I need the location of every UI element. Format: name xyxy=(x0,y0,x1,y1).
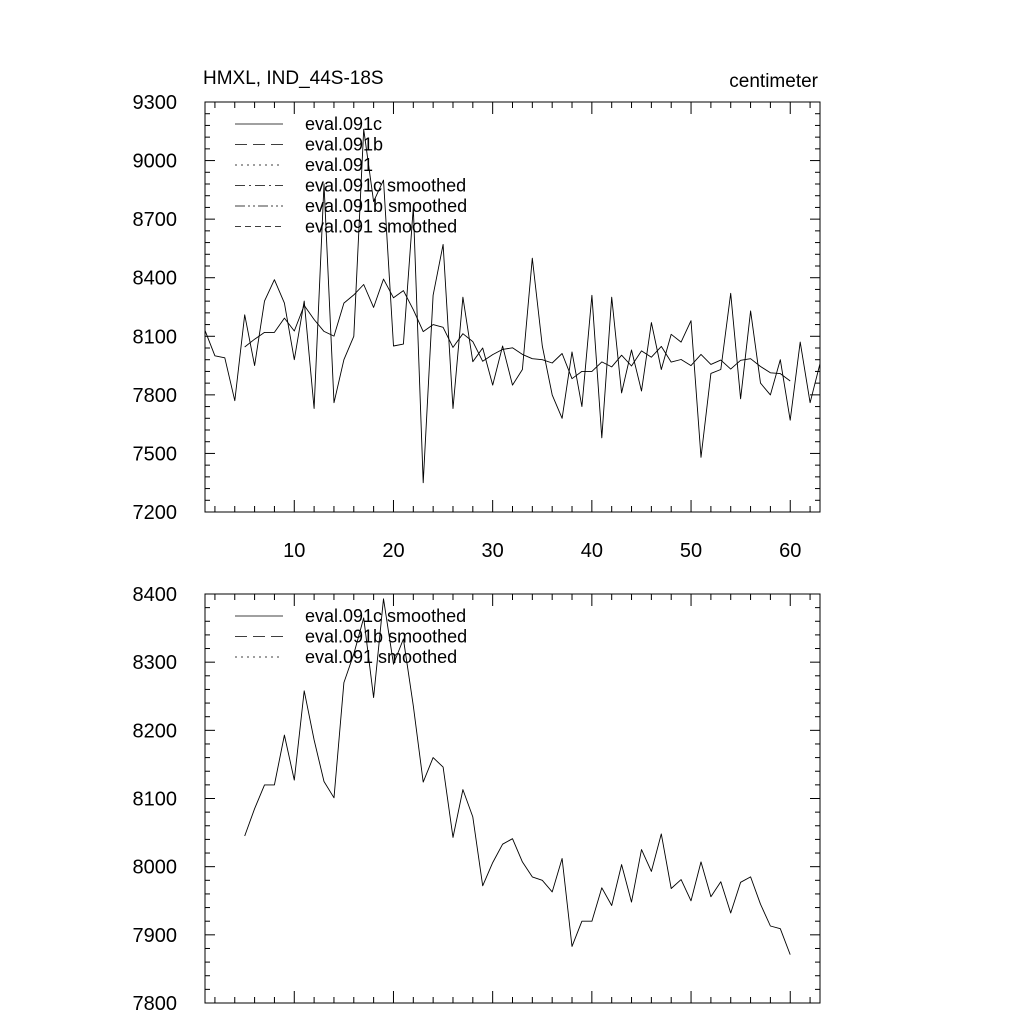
y-tick-label: 8300 xyxy=(132,652,177,675)
legend-label: eval.091b smoothed xyxy=(305,626,468,647)
top-panel xyxy=(133,92,821,562)
legend-label: eval.091 smoothed xyxy=(305,216,458,237)
series-line-eval-091c xyxy=(205,129,820,482)
legend-label: eval.091c smoothed xyxy=(305,175,467,196)
y-tick-label: 9300 xyxy=(132,92,177,114)
y-tick-label: 7800 xyxy=(132,384,177,407)
legend-label: eval.091c smoothed xyxy=(305,606,467,626)
legend-label: eval.091b smoothed xyxy=(305,196,468,216)
y-tick-label: 8700 xyxy=(132,209,177,232)
legend-label: eval.091b xyxy=(305,134,384,155)
y-tick-label: 8000 xyxy=(132,856,177,879)
x-tick-label: 50 xyxy=(679,540,703,562)
x-tick-label: 10 xyxy=(283,540,306,562)
x-tick-label: 20 xyxy=(382,540,405,562)
plot-frame xyxy=(205,102,820,512)
y-tick-label: 8400 xyxy=(132,584,177,606)
legend-label: eval.091c xyxy=(305,114,383,134)
x-tick-label: 30 xyxy=(481,540,504,562)
y-tick-label: 8200 xyxy=(132,720,177,743)
plot-frame xyxy=(205,594,820,1003)
x-tick-label: 60 xyxy=(779,540,802,562)
series-line-eval-091c-smoothed xyxy=(245,279,791,381)
y-tick-label: 8100 xyxy=(132,326,177,349)
legend-label: eval.091 xyxy=(305,155,374,175)
legend-label: eval.091 smoothed xyxy=(305,647,458,667)
y-tick-label: 8100 xyxy=(132,788,177,811)
y-tick-label: 7500 xyxy=(132,443,177,466)
y-tick-label: 7900 xyxy=(132,924,177,947)
x-tick-label: 40 xyxy=(580,540,603,562)
y-tick-label: 8400 xyxy=(132,267,177,290)
units-label: centimeter xyxy=(729,71,818,92)
chart-title: HMXL, IND_44S-18S xyxy=(203,68,384,89)
y-tick-label: 7800 xyxy=(132,993,177,1015)
y-tick-label: 7200 xyxy=(132,502,177,524)
y-tick-label: 9000 xyxy=(132,150,177,173)
bottom-panel xyxy=(133,584,821,1015)
